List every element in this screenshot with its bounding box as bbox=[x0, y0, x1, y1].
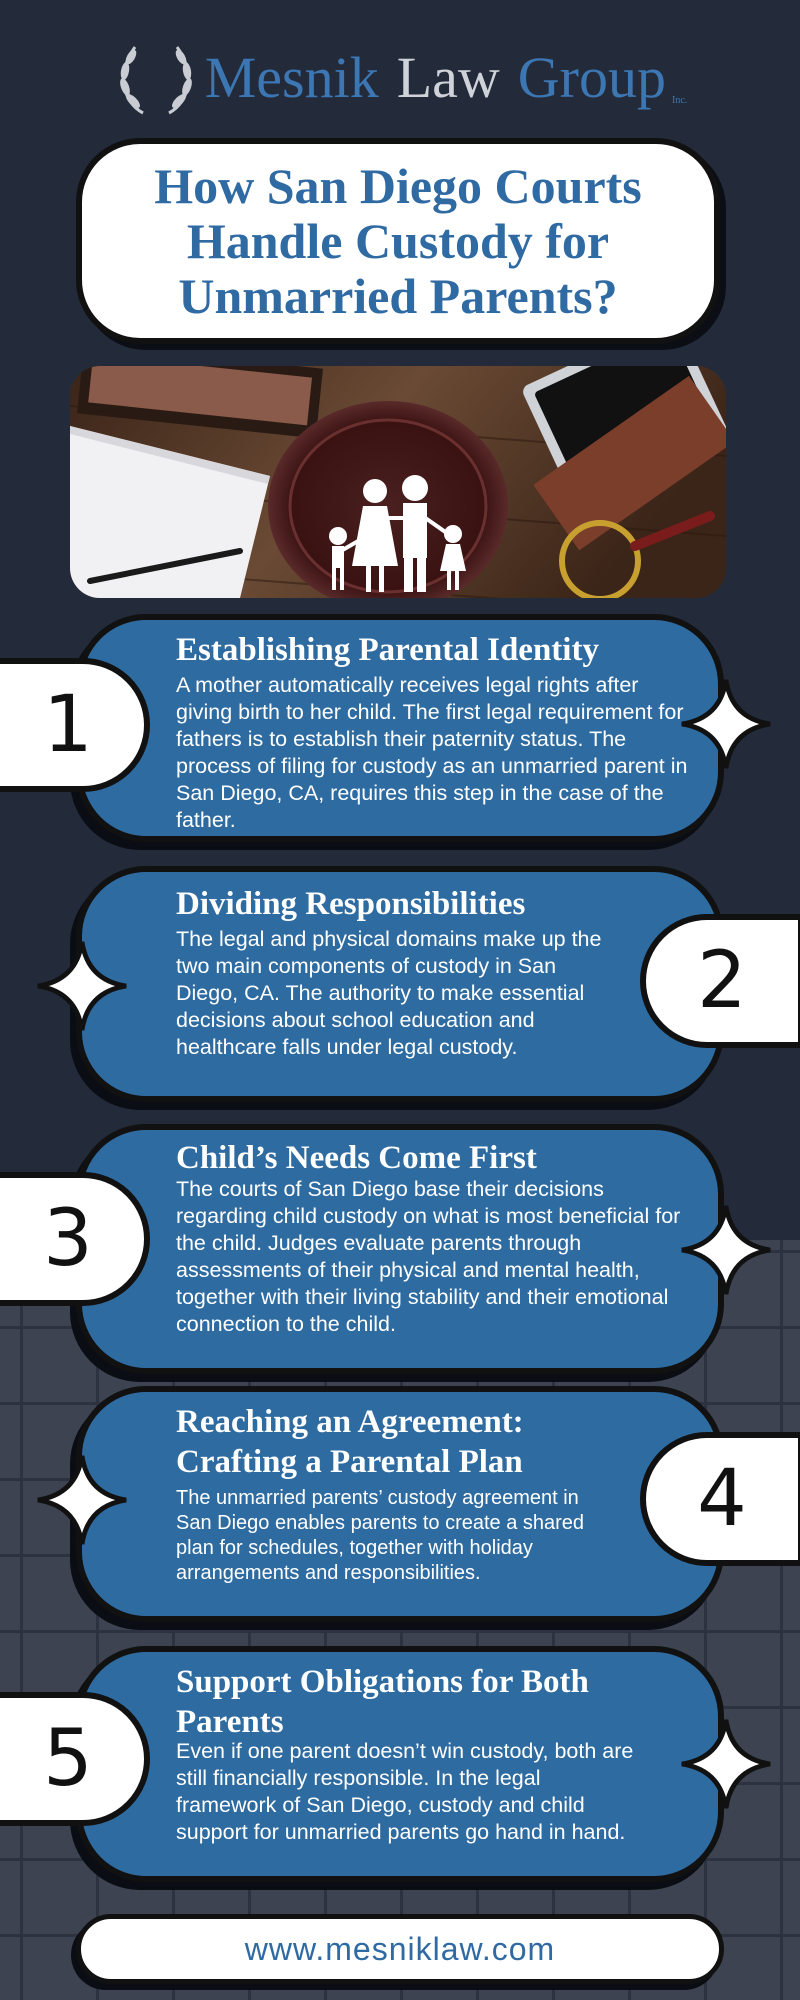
section-title: Support Obligations for Both Parents bbox=[176, 1664, 589, 1740]
sparkle-icon bbox=[34, 938, 130, 1034]
laurel-wreath-icon bbox=[113, 35, 199, 121]
section-card-4 bbox=[76, 1386, 724, 1622]
section-card-2 bbox=[76, 866, 724, 1102]
logo-word-mesnik: Mesnik bbox=[204, 45, 379, 110]
desk-scene-illustration bbox=[70, 366, 726, 598]
sparkle-icon bbox=[678, 676, 774, 772]
section-title: Child’s Needs Come First bbox=[176, 1140, 537, 1176]
section-body: The courts of San Diego base their decisions regarding child custody on what is most beneficial for the child. Judges evaluate parents through assessments of their physical and mental health, together with their living stability and their emotional connection to the child. bbox=[176, 1177, 681, 1336]
section-card-1 bbox=[76, 614, 724, 842]
hero-image bbox=[70, 366, 726, 598]
section-title: Establishing Parental Identity bbox=[176, 632, 599, 668]
section-title: Dividing Responsibilities bbox=[176, 886, 526, 922]
section-number-badge: 4 bbox=[640, 1432, 800, 1566]
firm-logo[interactable] bbox=[0, 28, 800, 128]
section-number-badge: 2 bbox=[640, 914, 800, 1048]
logo-word-law: Law bbox=[396, 45, 500, 110]
title-banner bbox=[76, 138, 720, 344]
logo-word-group: Group bbox=[517, 45, 666, 110]
section-card-5 bbox=[76, 1646, 724, 1882]
section-number-badge: 1 bbox=[0, 658, 150, 792]
section-card-3 bbox=[76, 1124, 724, 1374]
section-body: The legal and physical domains make up the two main components of custody in San Diego, CA. The authority to make essential decisions about school education and healthcare falls under legal custody. bbox=[176, 927, 602, 1059]
page-title: How San Diego Courts Handle Custody for Unmarried Parents? bbox=[154, 157, 642, 324]
section-title: Reaching an Agreement: Crafting a Parental Plan bbox=[176, 1404, 524, 1480]
section-number-badge: 3 bbox=[0, 1172, 150, 1306]
section-body: The unmarried parents’ custody agreement in San Diego enables parents to create a shared plan for schedules, together with holiday arrangements and responsibilities. bbox=[176, 1487, 585, 1584]
logo-suffix: Inc. bbox=[671, 95, 688, 106]
sparkle-icon bbox=[34, 1452, 130, 1548]
website-link[interactable] bbox=[76, 1914, 724, 1984]
section-number-badge: 5 bbox=[0, 1692, 150, 1826]
website-url[interactable]: www.mesniklaw.com bbox=[244, 1930, 556, 1967]
section-body: A mother automatically receives legal rights after giving birth to her child. The first legal requirement for fathers is to establish their paternity status. The process of filing for custody as an unmarried parent in San Diego, CA, requires this step in the case of the father. bbox=[176, 673, 688, 832]
section-body: Even if one parent doesn’t win custody, both are still financially responsible. In the legal framework of San Diego, custody and child support for unmarried parents go hand in hand. bbox=[176, 1739, 634, 1844]
sparkle-icon bbox=[678, 1716, 774, 1812]
sparkle-icon bbox=[678, 1202, 774, 1298]
